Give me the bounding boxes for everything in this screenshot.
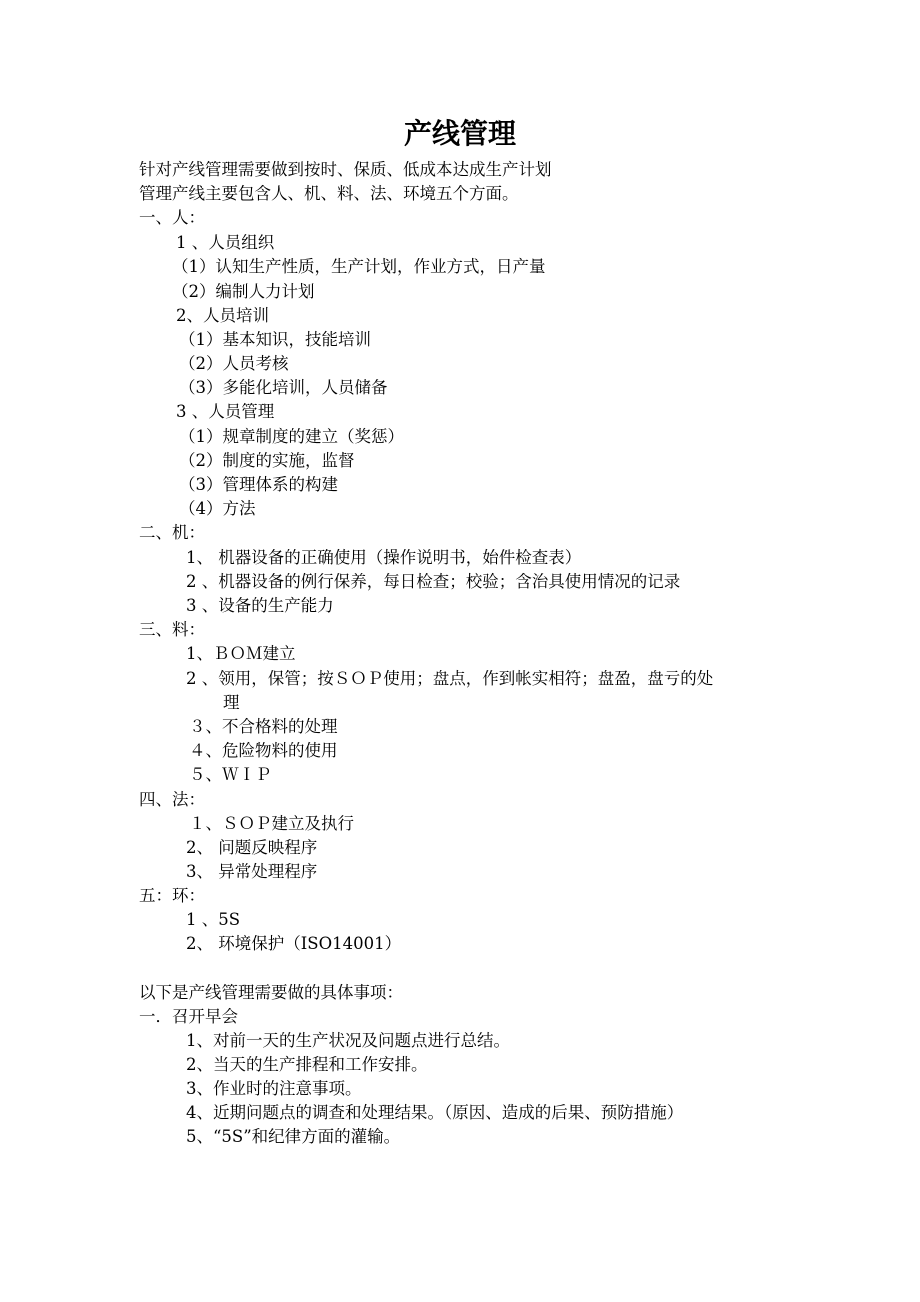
section-heading-machine: 二、机： xyxy=(139,523,205,542)
list-item: 1、ＢＯＭ建立 xyxy=(186,644,296,663)
list-item: ４、危险物料的使用 xyxy=(189,741,338,760)
list-item: （2）编制人力计划 xyxy=(172,282,315,301)
list-item: 2、当天的生产排程和工作安排。 xyxy=(186,1055,428,1074)
intro-line: 针对产线管理需要做到按时、保质、低成本达成生产计划 xyxy=(139,160,552,179)
section-heading-method: 四、法： xyxy=(139,790,205,809)
list-item: （3）多能化培训，人员储备 xyxy=(179,378,388,397)
list-item: （1）基本知识，技能培训 xyxy=(179,330,371,349)
section-heading-material: 三、料： xyxy=(139,620,205,639)
list-item: 5、“5S”和纪律方面的灌输。 xyxy=(186,1127,401,1146)
list-item: （3）管理体系的构建 xyxy=(179,475,338,494)
list-item: ５、ＷＩＰ xyxy=(189,765,272,784)
list-item: 2、 环境保护（ISO14001） xyxy=(186,934,402,953)
list-item: 2、人员培训 xyxy=(176,306,269,325)
section-heading-morning-meeting: 一．召开早会 xyxy=(139,1007,238,1026)
list-item: 1、对前一天的生产状况及问题点进行总结。 xyxy=(186,1031,510,1050)
list-item: 3、作业时的注意事项。 xyxy=(186,1079,362,1098)
list-item: （1）规章制度的建立（奖惩） xyxy=(179,427,404,446)
list-item: 4、近期问题点的调查和处理结果。（原因、造成的后果、预防措施） xyxy=(186,1103,684,1122)
list-item: 2 、机器设备的例行保养，每日检查；校验；含治具使用情况的记录 xyxy=(186,572,681,591)
list-item: （1）认知生产性质，生产计划，作业方式，日产量 xyxy=(172,257,546,276)
list-item: 1、 机器设备的正确使用（操作说明书，始件检查表） xyxy=(186,548,582,567)
list-item: （2）人员考核 xyxy=(179,354,289,373)
document-title: 产线管理 xyxy=(403,117,516,150)
list-item: ３、不合格料的处理 xyxy=(189,717,338,736)
intro-line: 管理产线主要包含人、机、料、法、环境五个方面。 xyxy=(139,184,519,203)
list-item: 2 、领用，保管；按ＳＯＰ使用；盘点，作到帐实相符；盘盈，盘亏的处 xyxy=(186,669,714,688)
list-item: （2）制度的实施，监督 xyxy=(179,451,355,470)
list-item: 3、 异常处理程序 xyxy=(186,862,318,881)
list-item: 3 、设备的生产能力 xyxy=(186,596,334,615)
list-item: 3 、人员管理 xyxy=(176,402,275,421)
list-item: （4）方法 xyxy=(179,499,256,518)
section-heading-people: 一、人： xyxy=(139,208,205,227)
list-item: 1 、5S xyxy=(186,910,241,929)
list-item: 1 、人员组织 xyxy=(176,233,275,252)
list-item-continuation: 理 xyxy=(223,693,240,712)
section-heading-environment: 五：环： xyxy=(139,886,205,905)
section-intro: 以下是产线管理需要做的具体事项： xyxy=(139,983,403,1002)
list-item: １、ＳＯＰ建立及执行 xyxy=(189,814,354,833)
list-item: 2、 问题反映程序 xyxy=(186,838,318,857)
